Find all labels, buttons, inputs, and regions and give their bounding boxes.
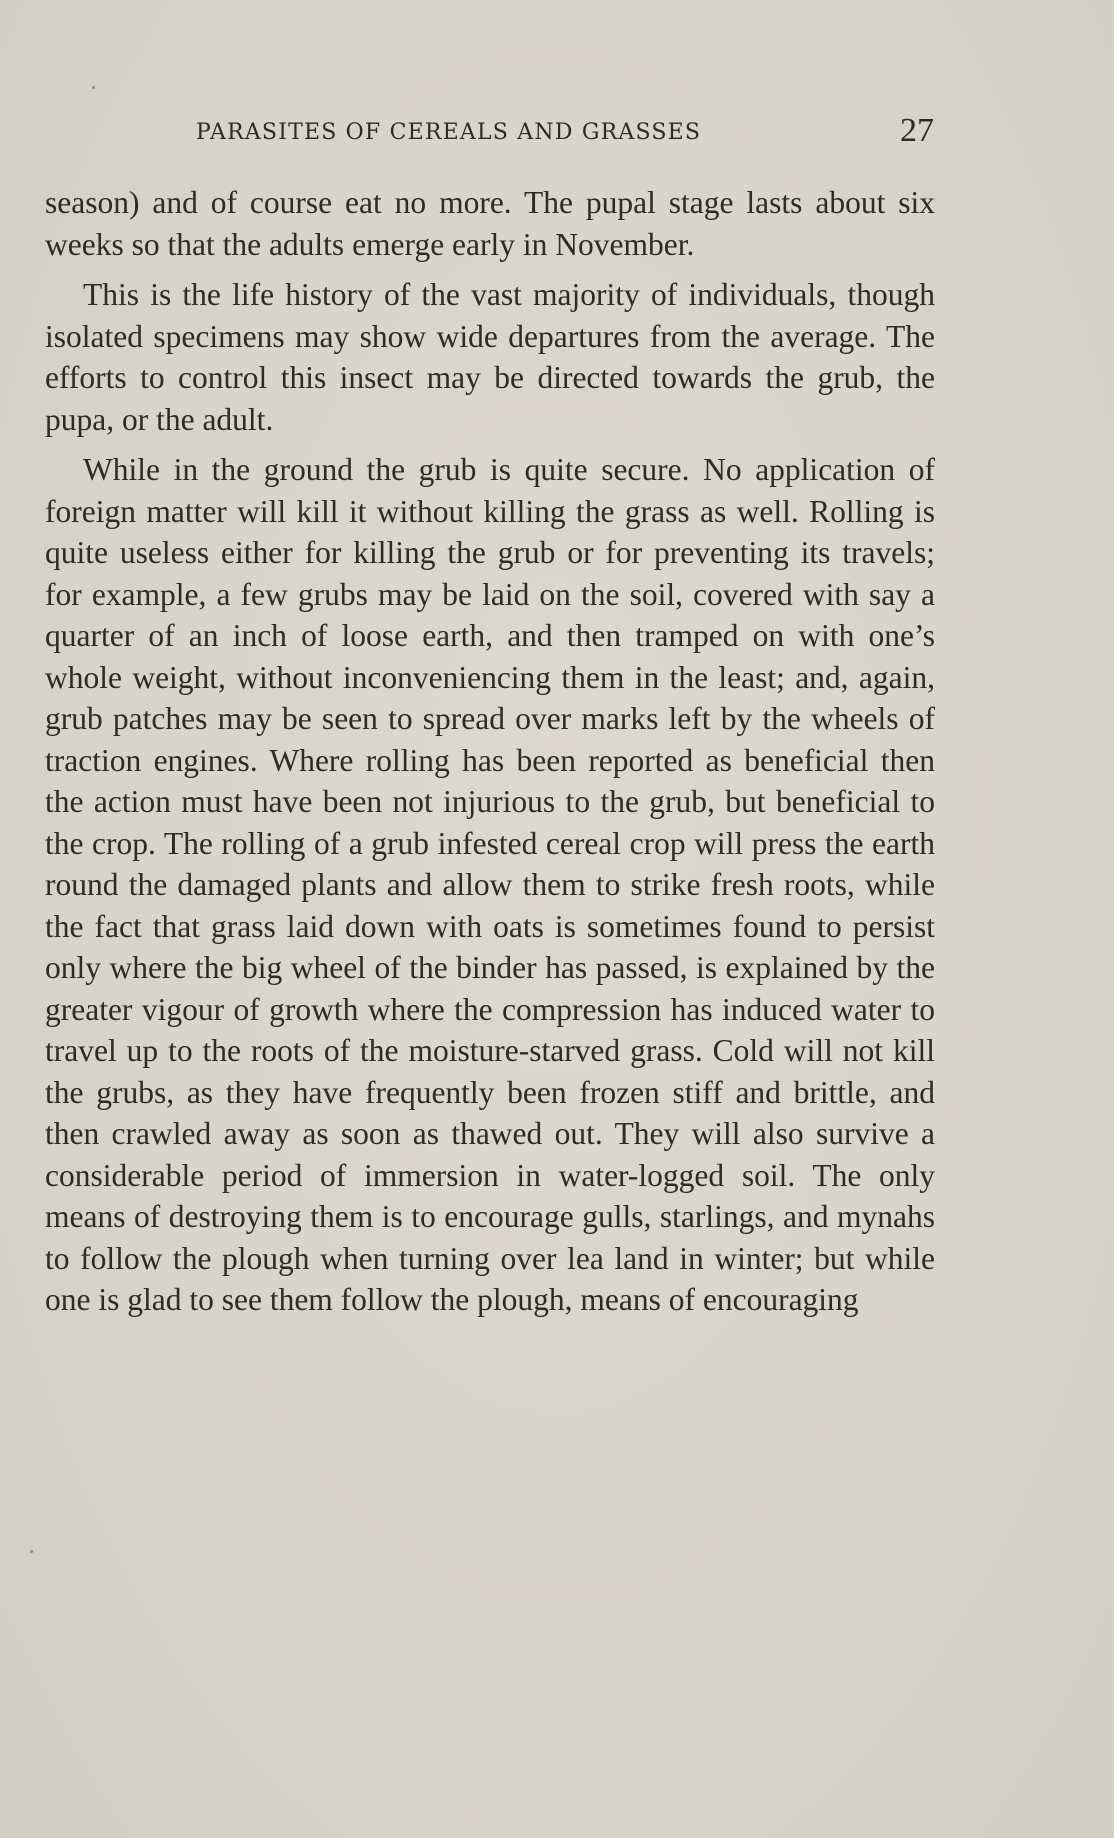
body-text (45, 182, 935, 1330)
paper-speck (92, 86, 95, 89)
paragraph-continuation: season) and of course eat no more. The pupal stage lasts about six weeks so that the adults emerge early in November. (45, 185, 935, 262)
page-header (0, 112, 1114, 152)
paragraph-grub-control: While in the ground the grub is quite secure. No application of foreign matter will kill it without killing the grass as well. Rolling is quite useless either for killing the grub or for preventing its travels; for example, a few grubs may be laid on the soil, covered with say a quarter of an inch of loose earth, and then tramped on with one’s whole weight, without inconveniencing them in the least; and, again, grub patches may be seen to spread over marks left by the wheels of traction engines. Where rolling has been reported as beneficial then the action must have been not injurious to the grub, but beneficial to the crop. The rolling of a grub infested cereal crop will press the earth round the damaged plants and allow them to strike fresh roots, while the fact that grass laid down with oats is sometimes found to persist only where the big wheel of the binder has passed, is explained by the greater vigour of growth where the compression has induced water to travel up to the roots of the moisture-starved grass. Cold will not kill the grubs, as they have frequently been frozen stiff and brittle, and then crawled away as soon as thawed out. They will also survive a considerable period of immersion in water-logged soil. The only means of destroying them is to encourage gulls, starlings, and mynahs to follow the plough when turning over lea land in winter; but while one is glad to see them follow the plough, means of encouraging (45, 452, 935, 1317)
running-head: PARASITES OF CEREALS AND GRASSES (196, 120, 702, 145)
paragraph-life-history: This is the life history of the vast majority of individuals, though isolated specimens may show wide departures from the average. The efforts to control this insect may be directed towards the grub, the pupa, or the adult. (45, 277, 935, 437)
paper-speck (30, 1550, 33, 1553)
page-number: 27 (900, 112, 934, 149)
